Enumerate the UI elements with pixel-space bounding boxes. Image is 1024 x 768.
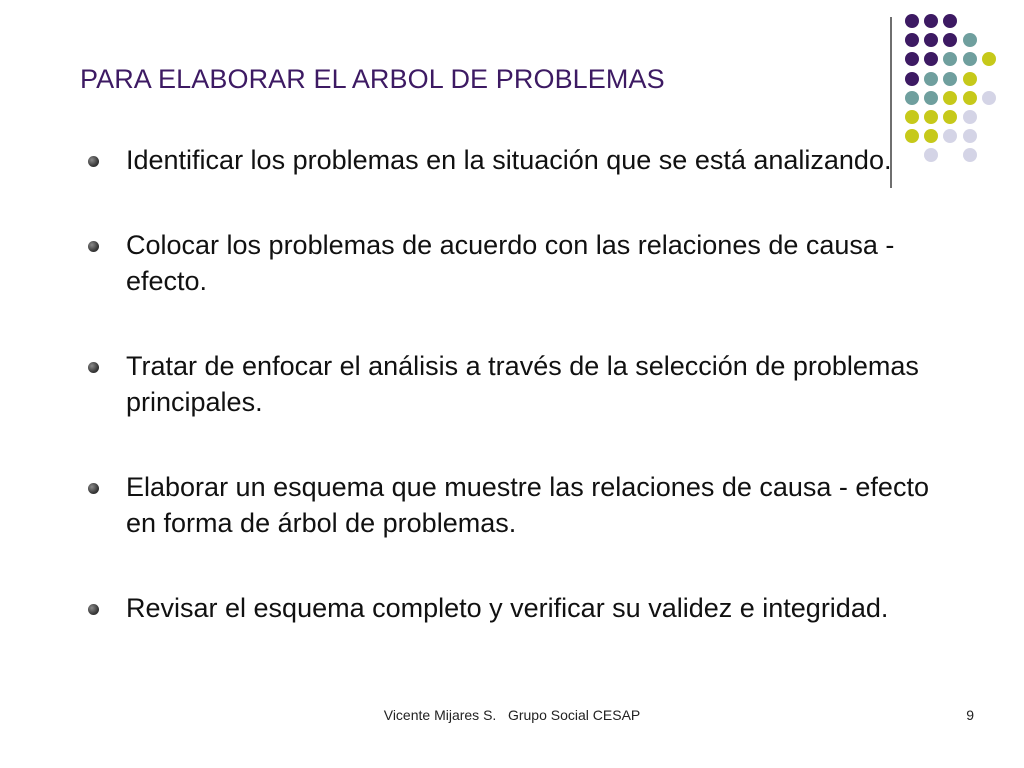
decorative-dot	[924, 91, 938, 105]
decorative-dot	[982, 91, 996, 105]
decorative-dot	[963, 110, 977, 124]
bullet-dot-icon	[88, 362, 99, 373]
decorative-dot	[905, 14, 919, 28]
decorative-dot	[924, 110, 938, 124]
bullet-dot-icon	[88, 241, 99, 252]
bullet-dot-icon	[88, 604, 99, 615]
decorative-dot	[943, 129, 957, 143]
decorative-dot	[905, 91, 919, 105]
decorative-dot	[924, 33, 938, 47]
bullet-item	[84, 590, 944, 626]
decorative-dot	[924, 14, 938, 28]
page-number: 9	[966, 707, 974, 723]
decorative-dot	[963, 129, 977, 143]
bullet-list	[84, 142, 944, 626]
decorative-dot	[963, 91, 977, 105]
decorative-dot	[905, 33, 919, 47]
bullet-text: Colocar los problemas de acuerdo con las relaciones de causa - efecto.	[126, 230, 895, 296]
decorative-dot	[982, 52, 996, 66]
decorative-dot	[943, 52, 957, 66]
decorative-dot	[963, 33, 977, 47]
bullet-dot-icon	[88, 483, 99, 494]
decorative-dot	[943, 91, 957, 105]
bullet-item	[84, 348, 944, 420]
decorative-dot	[963, 72, 977, 86]
decorative-dot	[943, 72, 957, 86]
bullet-text: Tratar de enfocar el análisis a través de la selección de problemas principales.	[126, 351, 919, 417]
decorative-dot	[905, 52, 919, 66]
decorative-dot	[963, 148, 977, 162]
bullet-text: Elaborar un esquema que muestre las relaciones de causa - efecto en forma de árbol de problemas.	[126, 472, 929, 538]
decorative-dot	[963, 52, 977, 66]
decorative-dot	[924, 52, 938, 66]
decorative-dot	[943, 110, 957, 124]
bullet-item	[84, 227, 944, 299]
decorative-dot	[905, 72, 919, 86]
slide-title: PARA ELABORAR EL ARBOL DE PROBLEMAS	[80, 64, 665, 94]
footer-text: Vicente Mijares S. Grupo Social CESAP	[383, 707, 641, 723]
footer	[0, 707, 1024, 725]
bullet-dot-icon	[88, 156, 99, 167]
decorative-dot	[924, 72, 938, 86]
bullet-item	[84, 142, 944, 178]
decorative-dot	[943, 33, 957, 47]
decorative-dot	[943, 14, 957, 28]
decorative-dot	[905, 110, 919, 124]
bullet-text: Revisar el esquema completo y verificar su validez e integridad.	[126, 593, 889, 623]
bullet-text: Identificar los problemas en la situación que se está analizando.	[126, 145, 892, 175]
bullet-item	[84, 469, 944, 541]
